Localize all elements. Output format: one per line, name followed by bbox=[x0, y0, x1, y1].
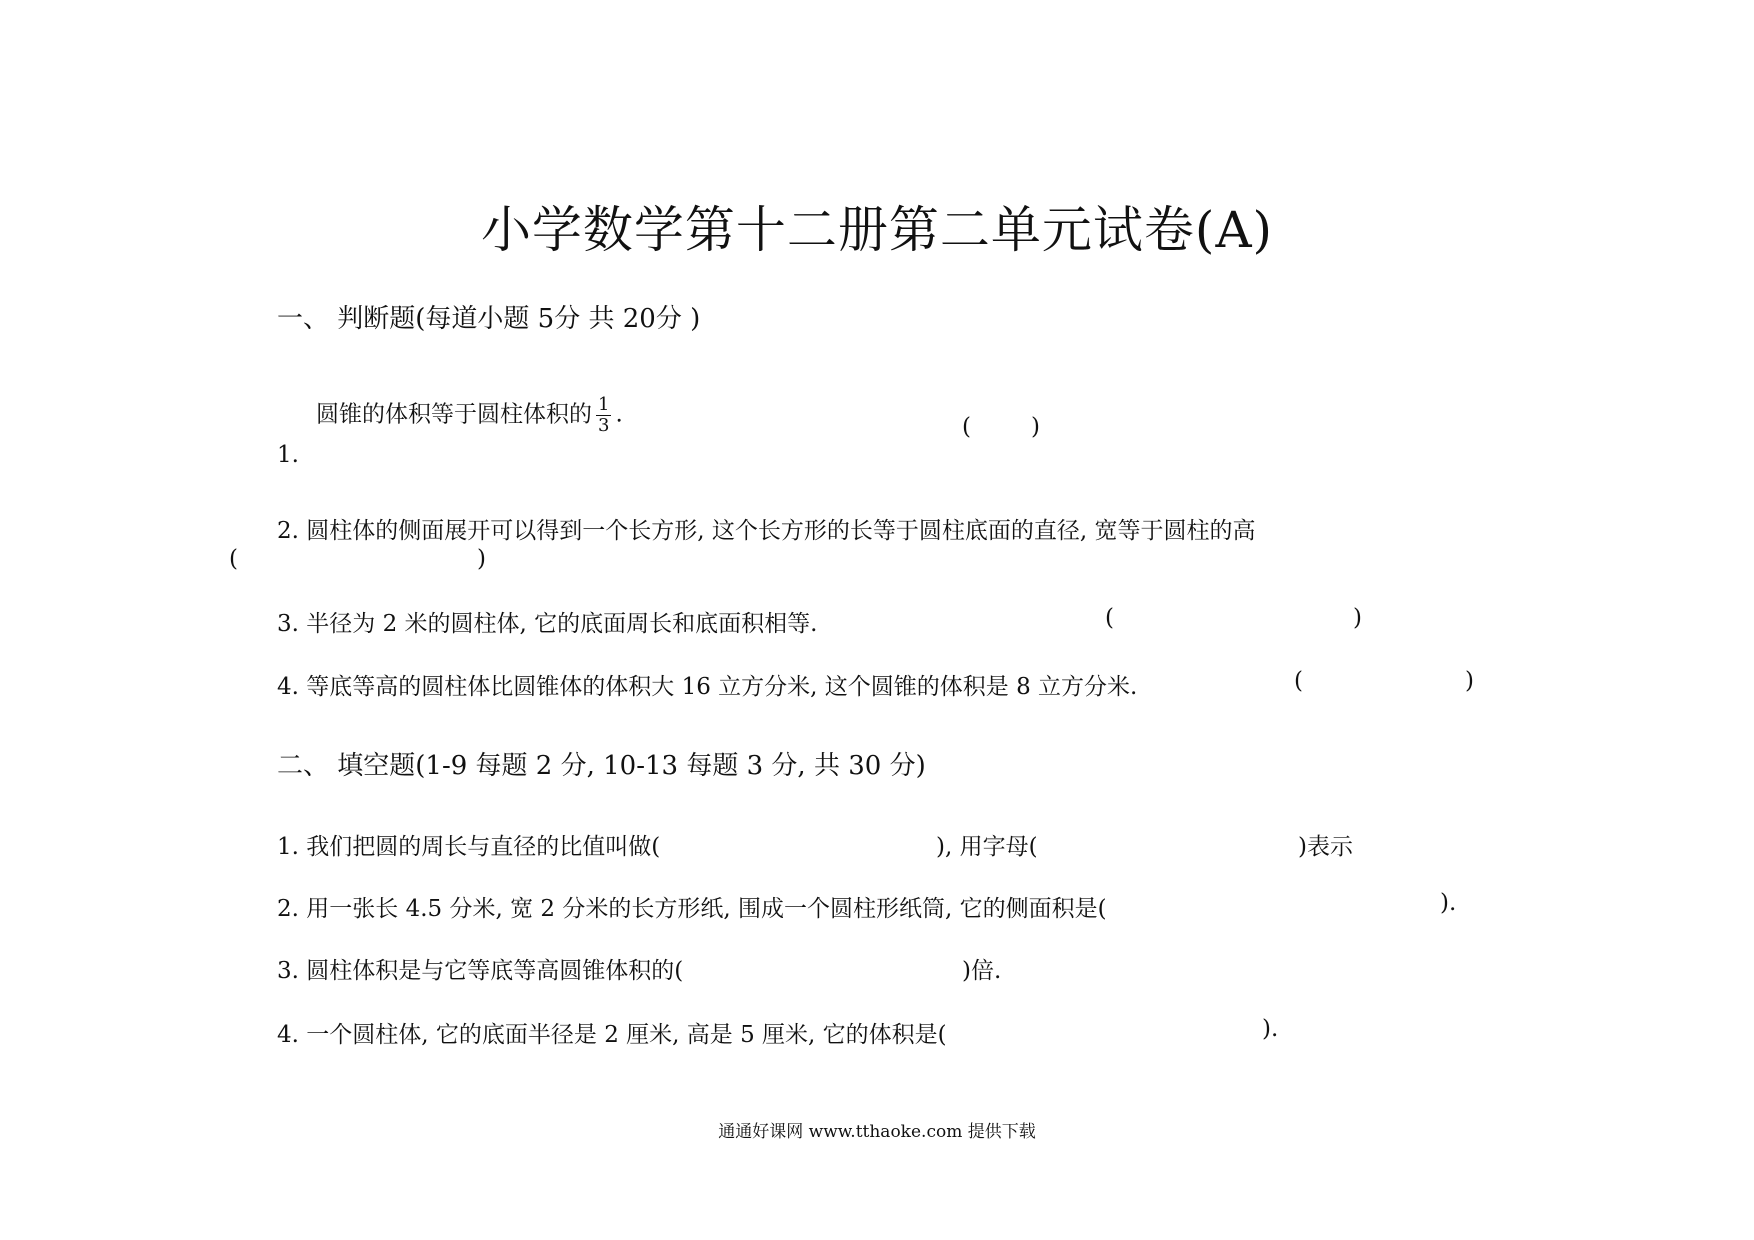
judge-q1-text: 圆锥的体积等于圆柱体积的 bbox=[316, 401, 592, 428]
judge-q1-end: . bbox=[615, 401, 623, 428]
fill-q2-text-a: 2. 用一张长 4.5 分米, 宽 2 分米的长方形纸, 围成一个圆柱形纸筒, 它的侧面积是( bbox=[277, 896, 1107, 922]
fill-q1-text-a: 1. 我们把圆的周长与直径的比值叫做( bbox=[277, 834, 661, 860]
judge-q4-answer-open[interactable]: ( bbox=[1294, 668, 1303, 694]
judge-q1-answer-close[interactable]: ) bbox=[1031, 414, 1040, 440]
fill-q1-text-c: )表示 bbox=[1298, 834, 1353, 860]
fraction-denominator: 3 bbox=[598, 415, 610, 436]
section-1-heading: 一、 判断题(每道小题 5分 共 20分 ) bbox=[277, 304, 701, 334]
judge-q1-number: 1. bbox=[277, 442, 299, 468]
fill-q3-text-a: 3. 圆柱体积是与它等底等高圆锥体积的( bbox=[277, 958, 684, 984]
judge-q2-answer-open[interactable]: ( bbox=[229, 546, 238, 572]
judge-q1 bbox=[316, 395, 623, 436]
section-2-heading: 二、 填空题(1-9 每题 2 分, 10-13 每题 3 分, 共 30 分) bbox=[277, 751, 926, 781]
judge-q3-answer-close[interactable]: ) bbox=[1353, 605, 1362, 631]
judge-q3-text: 3. 半径为 2 米的圆柱体, 它的底面周长和底面积相等. bbox=[277, 611, 818, 637]
judge-q4-answer-close[interactable]: ) bbox=[1465, 668, 1474, 694]
judge-q1-answer-open[interactable]: ( bbox=[962, 414, 971, 440]
fraction-one-third bbox=[596, 395, 611, 436]
fill-q4-text-b: ). bbox=[1262, 1016, 1279, 1042]
fill-q2-text-b: ). bbox=[1440, 890, 1457, 916]
fill-q3-text-b: )倍. bbox=[962, 958, 1002, 984]
judge-q3-answer-open[interactable]: ( bbox=[1105, 605, 1114, 631]
page-title: 小学数学第十二册第二单元试卷(A) bbox=[480, 201, 1274, 259]
footer-credit: 通通好课网 www.tthaoke.com 提供下载 bbox=[718, 1122, 1036, 1142]
fill-q1-text-b: ), 用字母( bbox=[936, 834, 1038, 860]
fill-q4-text-a: 4. 一个圆柱体, 它的底面半径是 2 厘米, 高是 5 厘米, 它的体积是( bbox=[277, 1022, 947, 1048]
fraction-numerator: 1 bbox=[598, 394, 610, 415]
judge-q4-text: 4. 等底等高的圆柱体比圆锥体的体积大 16 立方分米, 这个圆锥的体积是 8 立方分米. bbox=[277, 674, 1138, 700]
judge-q2-text: 2. 圆柱体的侧面展开可以得到一个长方形, 这个长方形的长等于圆柱底面的直径, 宽等于圆柱的高 bbox=[277, 518, 1256, 544]
judge-q2-answer-close[interactable]: ) bbox=[477, 546, 486, 572]
